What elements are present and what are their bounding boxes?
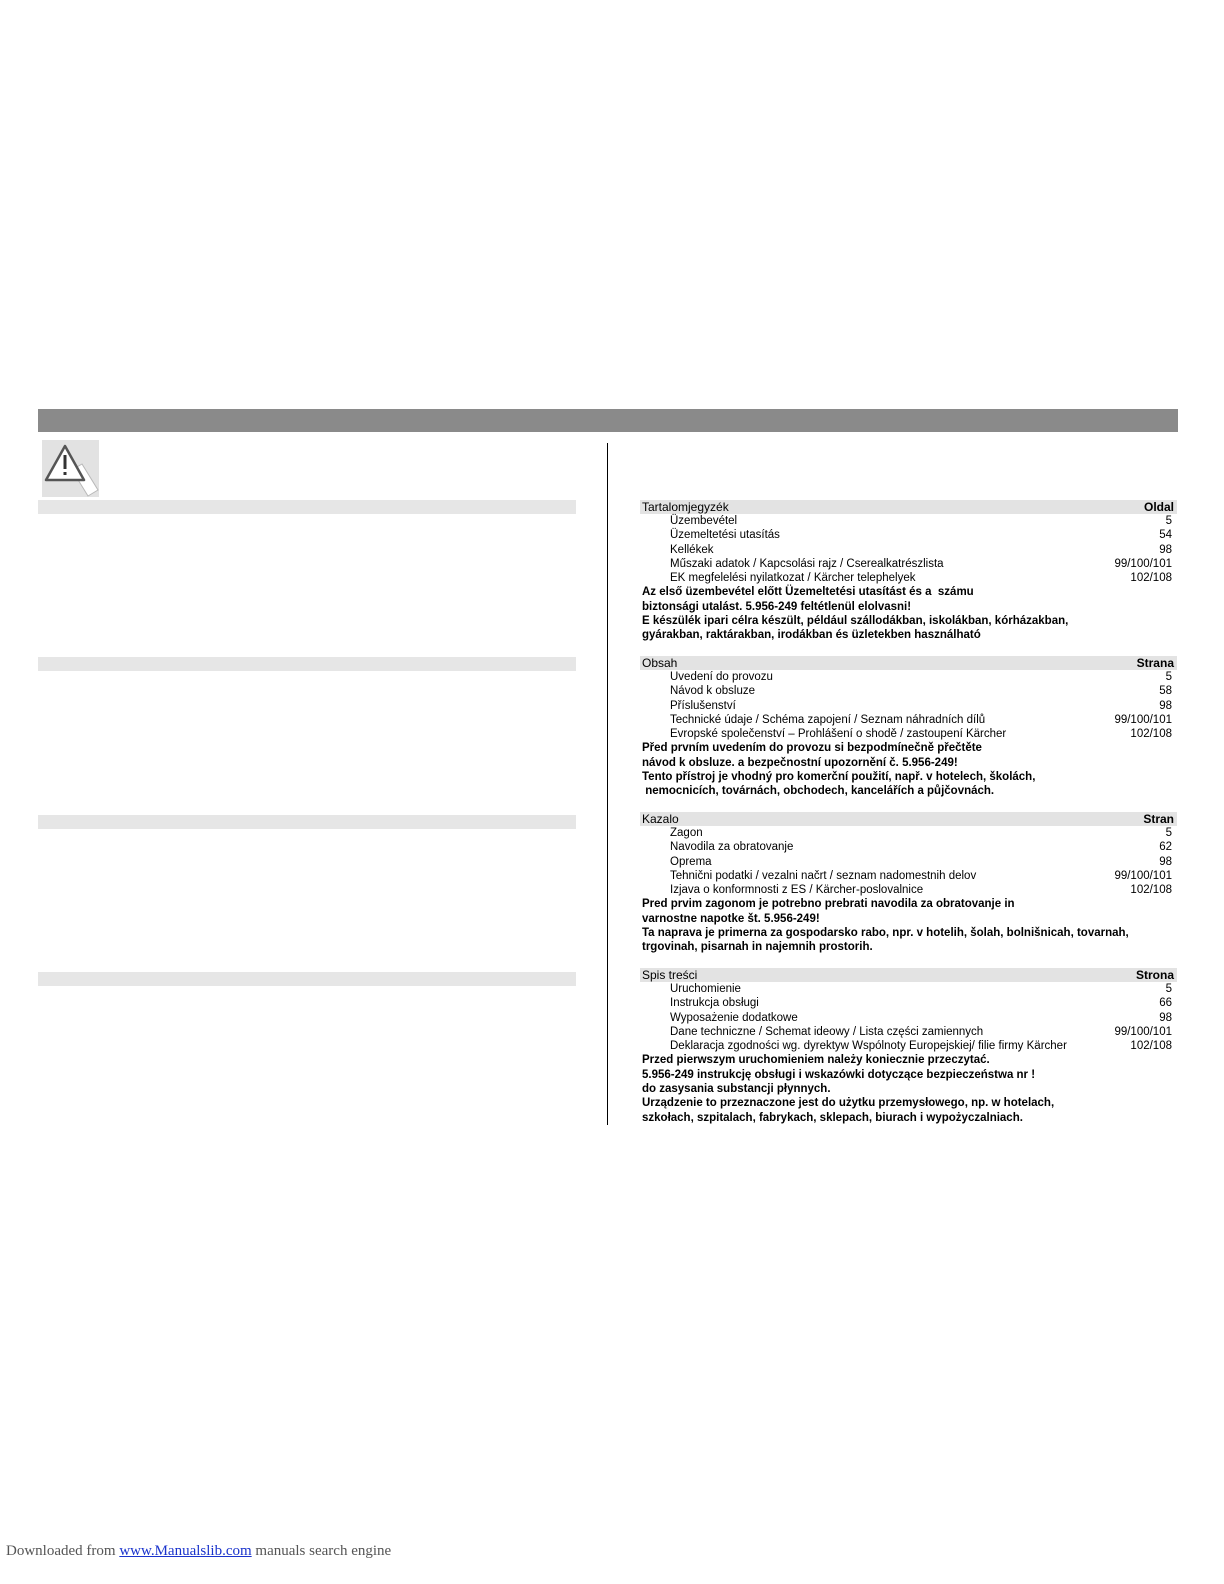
toc-item <box>640 528 1177 542</box>
safety-note-line: Przed pierwszym uruchomieniem należy koniecznie przeczytać. <box>642 1054 990 1067</box>
toc-title: Tartalomjegyzék <box>642 500 729 514</box>
safety-note-line: Urządzenie to przeznaczone jest do użytku przemysłowego, np. w hotelach, <box>642 1097 1055 1110</box>
toc-item-label: Izjava o konformnosti z ES / Kärcher-poslovalnice <box>670 884 924 897</box>
toc-item <box>640 1025 1177 1039</box>
column-divider <box>607 443 608 1125</box>
toc-page-label: Strona <box>1135 968 1174 982</box>
toc-item-page: 98 <box>1159 543 1172 556</box>
toc-section-czech <box>640 656 1177 799</box>
safety-note-line: Pred prvim zagonom je potrebno prebrati navodila za obratovanje in <box>642 898 1015 911</box>
toc-item <box>640 840 1177 854</box>
toc-item <box>640 982 1177 996</box>
safety-note-line: szkołach, szpitalach, fabrykach, sklepach, biurach i wypożyczalniach. <box>642 1111 1023 1124</box>
safety-note-line: do zasysania substancji płynnych. <box>642 1083 831 1096</box>
left-section-band <box>38 815 576 829</box>
toc-item <box>640 699 1177 713</box>
left-section-band <box>38 500 576 514</box>
toc-item-page: 102/108 <box>1130 572 1172 585</box>
toc-item-label: Zagon <box>670 827 703 839</box>
toc-item-label: Deklaracja zgodności wg. dyrektyw Wspólnoty Europejskiej/ filie firmy Kärcher <box>670 1040 1067 1053</box>
toc-header <box>640 812 1177 826</box>
safety-note-line: 5.956-249 instrukcję obsługi i wskazówki dotyczące bezpieczeństwa nr ! <box>642 1068 1036 1081</box>
toc-item-label: Instrukcja obsługi <box>670 997 759 1010</box>
safety-note-line: Před prvním uvedením do provozu si bezpodmínečně přečtěte <box>642 742 982 755</box>
toc-page-label: Strana <box>1136 656 1174 670</box>
toc-item-page: 62 <box>1159 841 1172 854</box>
toc-page-label: Stran <box>1143 812 1174 826</box>
toc-item-page: 5 <box>1165 827 1172 839</box>
toc-item-page: 98 <box>1159 1011 1172 1024</box>
toc-item <box>640 670 1177 684</box>
safety-note-line: Ta naprava je primerna za gospodarsko rabo, npr. v hotelih, šolah, bolnišnicah, tovarnah, <box>642 927 1129 940</box>
toc-item-label: Dane techniczne / Schemat ideowy / Lista części zamiennych <box>670 1025 984 1038</box>
toc-item <box>640 727 1177 741</box>
toc-item-label: Üzembevétel <box>670 515 738 527</box>
left-section-band <box>38 972 576 986</box>
safety-note-line: biztonsági utalást. 5.956-249 feltétlenül elolvasni! <box>642 600 912 613</box>
toc-item-page: 98 <box>1159 855 1172 868</box>
toc-item-label: Műszaki adatok / Kapcsolási rajz / Cserealkatrészlista <box>670 557 944 570</box>
toc-item-page: 5 <box>1165 515 1172 527</box>
safety-note-line: Az első üzembevétel előtt Üzemeltetési utasítást és a számu <box>642 586 974 599</box>
toc-item-page: 98 <box>1159 699 1172 712</box>
toc-item-label: Uvedení do provozu <box>670 671 773 683</box>
toc-item <box>640 571 1177 585</box>
footer-suffix: manuals search engine <box>251 1543 392 1559</box>
toc-item <box>640 684 1177 698</box>
top-header-bar <box>38 409 1178 432</box>
toc-item-label: Příslušenství <box>670 699 736 712</box>
toc-item <box>640 1039 1177 1053</box>
toc-item <box>640 1011 1177 1025</box>
toc-item <box>640 557 1177 571</box>
safety-note-line: E készülék ipari célra készült, például szállodákban, iskolákban, kórházakban, <box>642 615 1069 628</box>
toc-item <box>640 713 1177 727</box>
toc-section-slovenian <box>640 812 1177 955</box>
toc-item-page: 99/100/101 <box>1114 713 1172 726</box>
toc-item-label: Návod k obsluze <box>670 685 756 698</box>
toc-item <box>640 869 1177 883</box>
warning-triangle-icon <box>42 440 99 497</box>
toc-item-label: Wyposażenie dodatkowe <box>670 1011 798 1024</box>
manualslib-link[interactable]: www.Manualslib.com <box>119 1543 252 1559</box>
toc-item-page: 102/108 <box>1130 884 1172 897</box>
safety-note-line: Tento přístroj je vhodný pro komerční použití, např. v hotelech, školách, <box>642 771 1036 784</box>
toc-page-label: Oldal <box>1143 500 1174 514</box>
toc-item-page: 5 <box>1165 983 1172 995</box>
toc-item-label: Navodila za obratovanje <box>670 841 794 854</box>
safety-note-line: trgovinah, pisarnah in najemnih prostorih. <box>642 941 873 954</box>
toc-item <box>640 855 1177 869</box>
toc-title: Kazalo <box>642 812 679 826</box>
toc-item-label: EK megfelelési nyilatkozat / Kärcher telephelyek <box>670 572 916 585</box>
toc-item <box>640 996 1177 1010</box>
toc-item-label: Tehnični podatki / vezalni načrt / seznam nadomestnih delov <box>670 869 977 882</box>
safety-note-line: návod k obsluze. a bezpečnostní upozornění č. 5.956-249! <box>642 756 958 769</box>
footer <box>6 1543 391 1560</box>
toc-item-label: Kellékek <box>670 543 714 556</box>
toc-title: Obsah <box>642 656 678 670</box>
toc-item-page: 102/108 <box>1130 1040 1172 1053</box>
toc-header <box>640 656 1177 670</box>
safety-note-line: varnostne napotke št. 5.956-249! <box>642 912 820 925</box>
toc-item <box>640 826 1177 840</box>
toc-item-page: 54 <box>1159 529 1172 542</box>
toc-item-page: 99/100/101 <box>1114 1025 1172 1038</box>
toc-item-label: Technické údaje / Schéma zapojení / Seznam náhradních dílů <box>670 713 986 726</box>
toc-item <box>640 883 1177 897</box>
toc-item <box>640 543 1177 557</box>
toc-item-page: 58 <box>1159 685 1172 698</box>
toc-item-label: Oprema <box>670 855 712 868</box>
toc-title: Spis treści <box>642 968 698 982</box>
toc-item-page: 66 <box>1159 997 1172 1010</box>
footer-prefix: Downloaded from <box>6 1543 120 1559</box>
toc-item-page: 5 <box>1165 671 1172 683</box>
toc-item <box>640 514 1177 528</box>
safety-note-line: gyárakban, raktárakban, irodákban és üzletekben használható <box>642 629 981 642</box>
toc-header <box>640 500 1177 514</box>
left-section-band <box>38 657 576 671</box>
toc-item-label: Uruchomienie <box>670 983 741 995</box>
safety-note-line: nemocnicích, továrnách, obchodech, kancelářích a půjčovnách. <box>642 785 995 798</box>
toc-item-label: Evropské společenství – Prohlášení o shodě / zastoupení Kärcher <box>670 728 1007 741</box>
toc-item-page: 99/100/101 <box>1114 869 1172 882</box>
toc-item-label: Üzemeltetési utasítás <box>670 529 780 542</box>
toc-section-polish <box>640 968 1177 1125</box>
toc-item-page: 102/108 <box>1130 728 1172 741</box>
toc-item-page: 99/100/101 <box>1114 557 1172 570</box>
toc-section-hungarian <box>640 500 1177 643</box>
toc-header <box>640 968 1177 982</box>
